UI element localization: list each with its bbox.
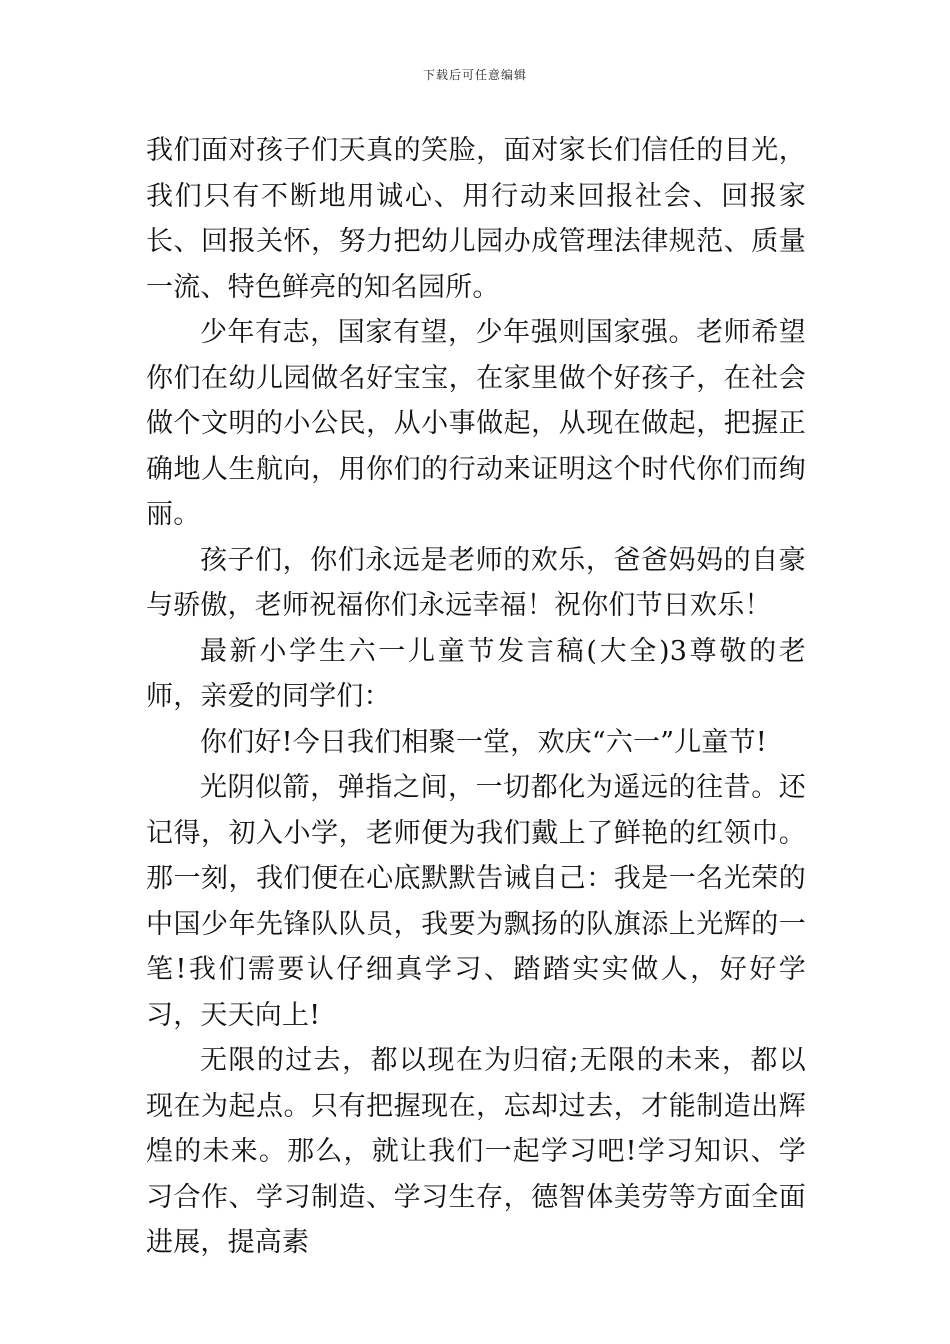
paragraph-6: 光阴似箭，弹指之间，一切都化为遥远的往昔。还记得，初入小学，老师便为我们戴上了鲜艳的红领巾。那一刻，我们便在心底默默告诫自己：我是一名光荣的中国少年先锋队队员，我要为飘扬的队旗添上光辉的一笔!我们需要认仔细真学习、踏踏实实做人，好好学习，天天向上!	[146, 772, 806, 1031]
document-body	[146, 128, 806, 1266]
paragraph-5: 你们好!今日我们相聚一堂，欢庆“六一”儿童节!	[200, 726, 767, 758]
paragraph-4: 最新小学生六一儿童节发言稿(大全)3尊敬的老师，亲爱的同学们：	[146, 635, 806, 712]
page-header: 下载后可任意编辑	[422, 68, 527, 82]
paragraph-1: 我们面对孩子们天真的笑脸，面对家长们信任的目光，我们只有不断地用诚心、用行动来回报社会、回报家长、回报关怀，努力把幼儿园办成管理法律规范、质量一流、特色鲜亮的知名园所。	[146, 135, 806, 303]
paragraph-2: 少年有志，国家有望，少年强则国家强。老师希望你们在幼儿园做名好宝宝，在家里做个好孩子，在社会做个文明的小公民，从小事做起，从现在做起，把握正确地人生航向，用你们的行动来证明这个时代你们而绚丽。	[146, 317, 806, 530]
paragraph-3: 孩子们，你们永远是老师的欢乐，爸爸妈妈的自豪与骄傲，老师祝福你们永远幸福！祝你们节日欢乐！	[146, 544, 806, 621]
paragraph-7: 无限的过去，都以现在为归宿;无限的未来，都以现在为起点。只有把握现在，忘却过去，才能制造出辉煌的未来。那么，就让我们一起学习吧!学习知识、学习合作、学习制造、学习生存，德智体美劳等方面全面进展，提高素	[146, 1045, 806, 1258]
